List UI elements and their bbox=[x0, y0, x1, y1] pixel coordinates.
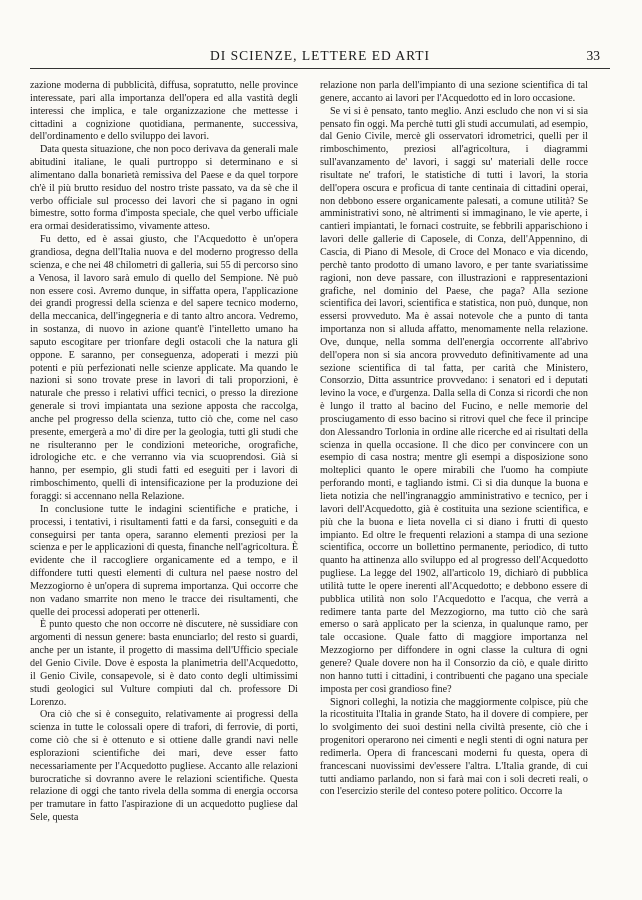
paragraph: Signori colleghi, la notizia che maggiormente colpisce, più che la ricostituita l'Italia in grande Stato, ha il dovere di compiere, per lo svolgimento dei suoi destini nella civiltà presente, ciò che i progenitori operarono nei cimenti e negli stenti di ogni natura per redimerla. Opera di francescani moderni fu questa, opera di francescani nuovissimi dev'essere l'altra. L'Italia grande, di cui tutti andiamo parlando, non si farà mai con i soli decreti reali, o con l'esercizio sterile del conteso potere politico. Occorre la bbox=[320, 696, 588, 798]
paragraph: Ora ciò che si è conseguito, relativamente ai progressi della scienza in tutte le colossali opere di trafori, di ferrovie, di porti, come ciò che si è ottenuto e si ottiene dalle grandi navi nelle esplorazioni scientifiche dei mari, deve esser fatto necessariamente per l'Acquedotto pugliese. Accanto alle relazioni burocratiche si dovranno avere le relazioni scientifiche. Questa relazione di oggi che tanto rivela della somma di energia occorsa per tramutare in fatto l'aspirazione di un acquedotto pugliese dal Sele, questa bbox=[30, 709, 298, 824]
text-columns bbox=[30, 80, 610, 890]
paragraph: Fu detto, ed è assai giusto, che l'Acquedotto è un'opera grandiosa, degna dell'Italia nuova e del moderno progresso della scienza, e che nei 48 chilometri di galleria, sui 55 di percorso sino a Venosa, il lavoro sarà emulo di quello del Sempione. Nè può non essere così. Avremo dunque, in siffatta opera, l'applicazione dei grandi progressi della scienza e del sapere tecnico moderno, della meccanica, dell'ingegneria e di tanto altro ancora. Vedremo, in sostanza, di nuovo in azione quant'è l'intelletto umano ha saputo escogitare per trionfare degli ostacoli che la natura gli oppone. E saranno, per conseguenza, adoperati i mezzi più potenti e più perfezionati nelle scienze applicate. Ma quando le nazioni si sono trovate prese in lavori di tali proporzioni, è naturale che presso i relativi uffici tecnici, o presso la direzione generale si trovi impiantata una sezione apposta che raccolga, anche pel progresso della scienza, tutto ciò che, come nel caso presente, emergerà a mo' di dire per la geologia, tutti gli studi che ne risulteranno per le condizioni meteoriche, orografiche, idrologiche etc. e che verranno via via scuoprendosi. Già si hanno, per esempio, gli studi fatti ed eseguiti per i lavori di rimboschimento, quelli di intensificazione per la produzione dei foraggi: si accennano nella Relazione. bbox=[30, 234, 298, 502]
page-number: 33 bbox=[586, 48, 600, 63]
paragraph: zazione moderna di pubblicità, diffusa, sopratutto, nelle province interessate, pari alla importanza dell'opera ed alla vastità degli interessi che implica, e tale organizzazione che mettesse i cittadini a cognizione quotidiana, permanente, successiva, dell'ordinamento e dello sviluppo dei lavori. bbox=[30, 80, 298, 143]
running-title: DI SCIENZE, LETTERE ED ARTI bbox=[209, 48, 431, 63]
paragraph: Data questa situazione, che non poco derivava da generali male abitudini italiane, le quali purtroppo si determinano e si alimentano dalla bonarietà remissiva del Paese e da quel torpore ch'è il più brutto residuo del nostro triste passato, va da sè che il verbo officiale sul processo dei lavori che si pagano in ogni bimestre, sotto forma d'imposta speciale, che quel verbo ufficiale era ormai desideratissimo, vivamente atteso. bbox=[30, 144, 298, 233]
left-column bbox=[30, 80, 298, 825]
right-column bbox=[320, 80, 588, 799]
running-header bbox=[30, 46, 610, 69]
paragraph: Se vi si è pensato, tanto meglio. Anzi escludo che non vi si sia pensato fin oggi. Ma perchè tutti gli studi accumulati, ad esempio, dal Genio Civile, mercè gli osservatori idrometrici, quelli per il rimboschimento, preziosi all'agricoltura, i diagrammi sull'avanzamento de' lavori, i saggi su' materiali delle rocce risultate ne' trafori, le statistiche di tutti i lavori, la storia dell'opera oscura e proficua di tante centinaia di cittadini operai, non debbono essere organicamente palesati, a comune utilità? Se amministrativi sono, nè altrimenti si immaginano, le vie aperte, i cantieri impiantati, le fornaci costruite, se febbrili apparischiono i lavori delle gallerie di Caposele, di Conza, dell'Appennino, di Cascia, di Piano di Mesole, di Croce del Monaco e via dicendo, perchè tanto prodotto di umano lavoro, e per tante svariatissime ragioni, non deve passare, con illustrazioni e rappresentazioni grafiche, nel dominio del Paese, che paga? Alla sezione scientifica dei lavori, scientifica e statistica, non può, dunque, non essersi provveduto. Ma è assai notevole che a punto di tanta importanza non si alluda affatto, menomamente nella relazione. Ove, dunque, nella somma dell'energia occorrente all'abrivo dell'opera non si sia ancora provveduto definitivamente ad una sezione scientifica di tal fatta, per carità che Ministero, Consorzio, Ditta assuntrice provvedano: i senatori ed i deputati levino la voce, e d'urgenza. Dalla sella di Conza si ricordi che non è lungo il tratto al bacino del Fucino, e nelle memorie del prosciugamento di esso bacino si ritrovi quel che fece il principe don Alessandro Torlonia in ordine alle ricerche ed ai risultati della scienza in quella occasione. Il che dico per convincere con un esempio di casa nostra; mentre gli esempi a disposizione sono molteplici quanto le opere mirabili che l'uomo ha compiute perforando monti, e tagliando istmi. Ci si dia dunque la buona e lieta notizia che nell'ingranaggio amministrativo e tecnico, per i lavori dell'Acquedotto, già è costituita una sezione scientifica, e più che la buona e lieta novella ci si diano i frutti di questo impianto. Ed oltre le frequenti relazioni a stampa di una sezione scientifica, occorre un bollettino permanente, periodico, di tutto quanto ha attinenza allo sviluppo ed al progresso dell'Acquedotto pugliese. La legge del 1902, all'articolo 19, dichiarò di pubblica utilità tutte le opere inerenti all'Acquedotto; e debbono essere di pubblica utilità non solo l'Acquedotto e l'acqua, che verrà a redimere tanta parte del Mezzogiorno, ma tutto ciò che sarà emerso o sarà applicato per la scienza, in qualunque ramo, per tale occasione. Quale fatto di maggiore importanza nel Mezzogiorno per diffondere in ogni classe la cultura di ogni genere? Quale dovere non ha il Consorzio da ciò, e quale diritto non hanno tutti i cittadini, i contribuenti che pagano una speciale imposta per così grandioso fine? bbox=[320, 105, 588, 695]
paragraph: In conclusione tutte le indagini scientifiche e pratiche, i processi, i tentativi, i risultamenti fatti e da farsi, conseguiti e da conseguirsi per tanta opera, saranno elementi preziosi per la scienza e per le applicazioni di questa, finanche nell'agricoltura. È evidente che il raccogliere organicamente ed a tempo, e il diffondere tutti questi elementi di cultura nel paese nostro del Mezzogiorno è un'opera di suprema importanza. Qui occorre che non vadano smarrite non meno le tracce dei risultamenti, che quelle dei processi adoperati per ottenerli. bbox=[30, 503, 298, 618]
paragraph: È punto questo che non occorre nè discutere, nè sussidiare con argomenti di nessun genere: basta enunciarlo; del resto si guardi, anche per un istante, il progetto di massima dell'Ufficio speciale del Genio Civile. Dove è esposta la planimetria dell'Acquedotto, il Genio Civile, consapevole, si è dato conto degli ultimissimi studi geologici sul Vulture compiuti dal ch. professore Di Lorenzo. bbox=[30, 619, 298, 708]
paragraph: relazione non parla dell'impianto di una sezione scientifica di tal genere, accanto ai lavori per l'Acquedotto ed in loro occasione. bbox=[320, 80, 588, 104]
